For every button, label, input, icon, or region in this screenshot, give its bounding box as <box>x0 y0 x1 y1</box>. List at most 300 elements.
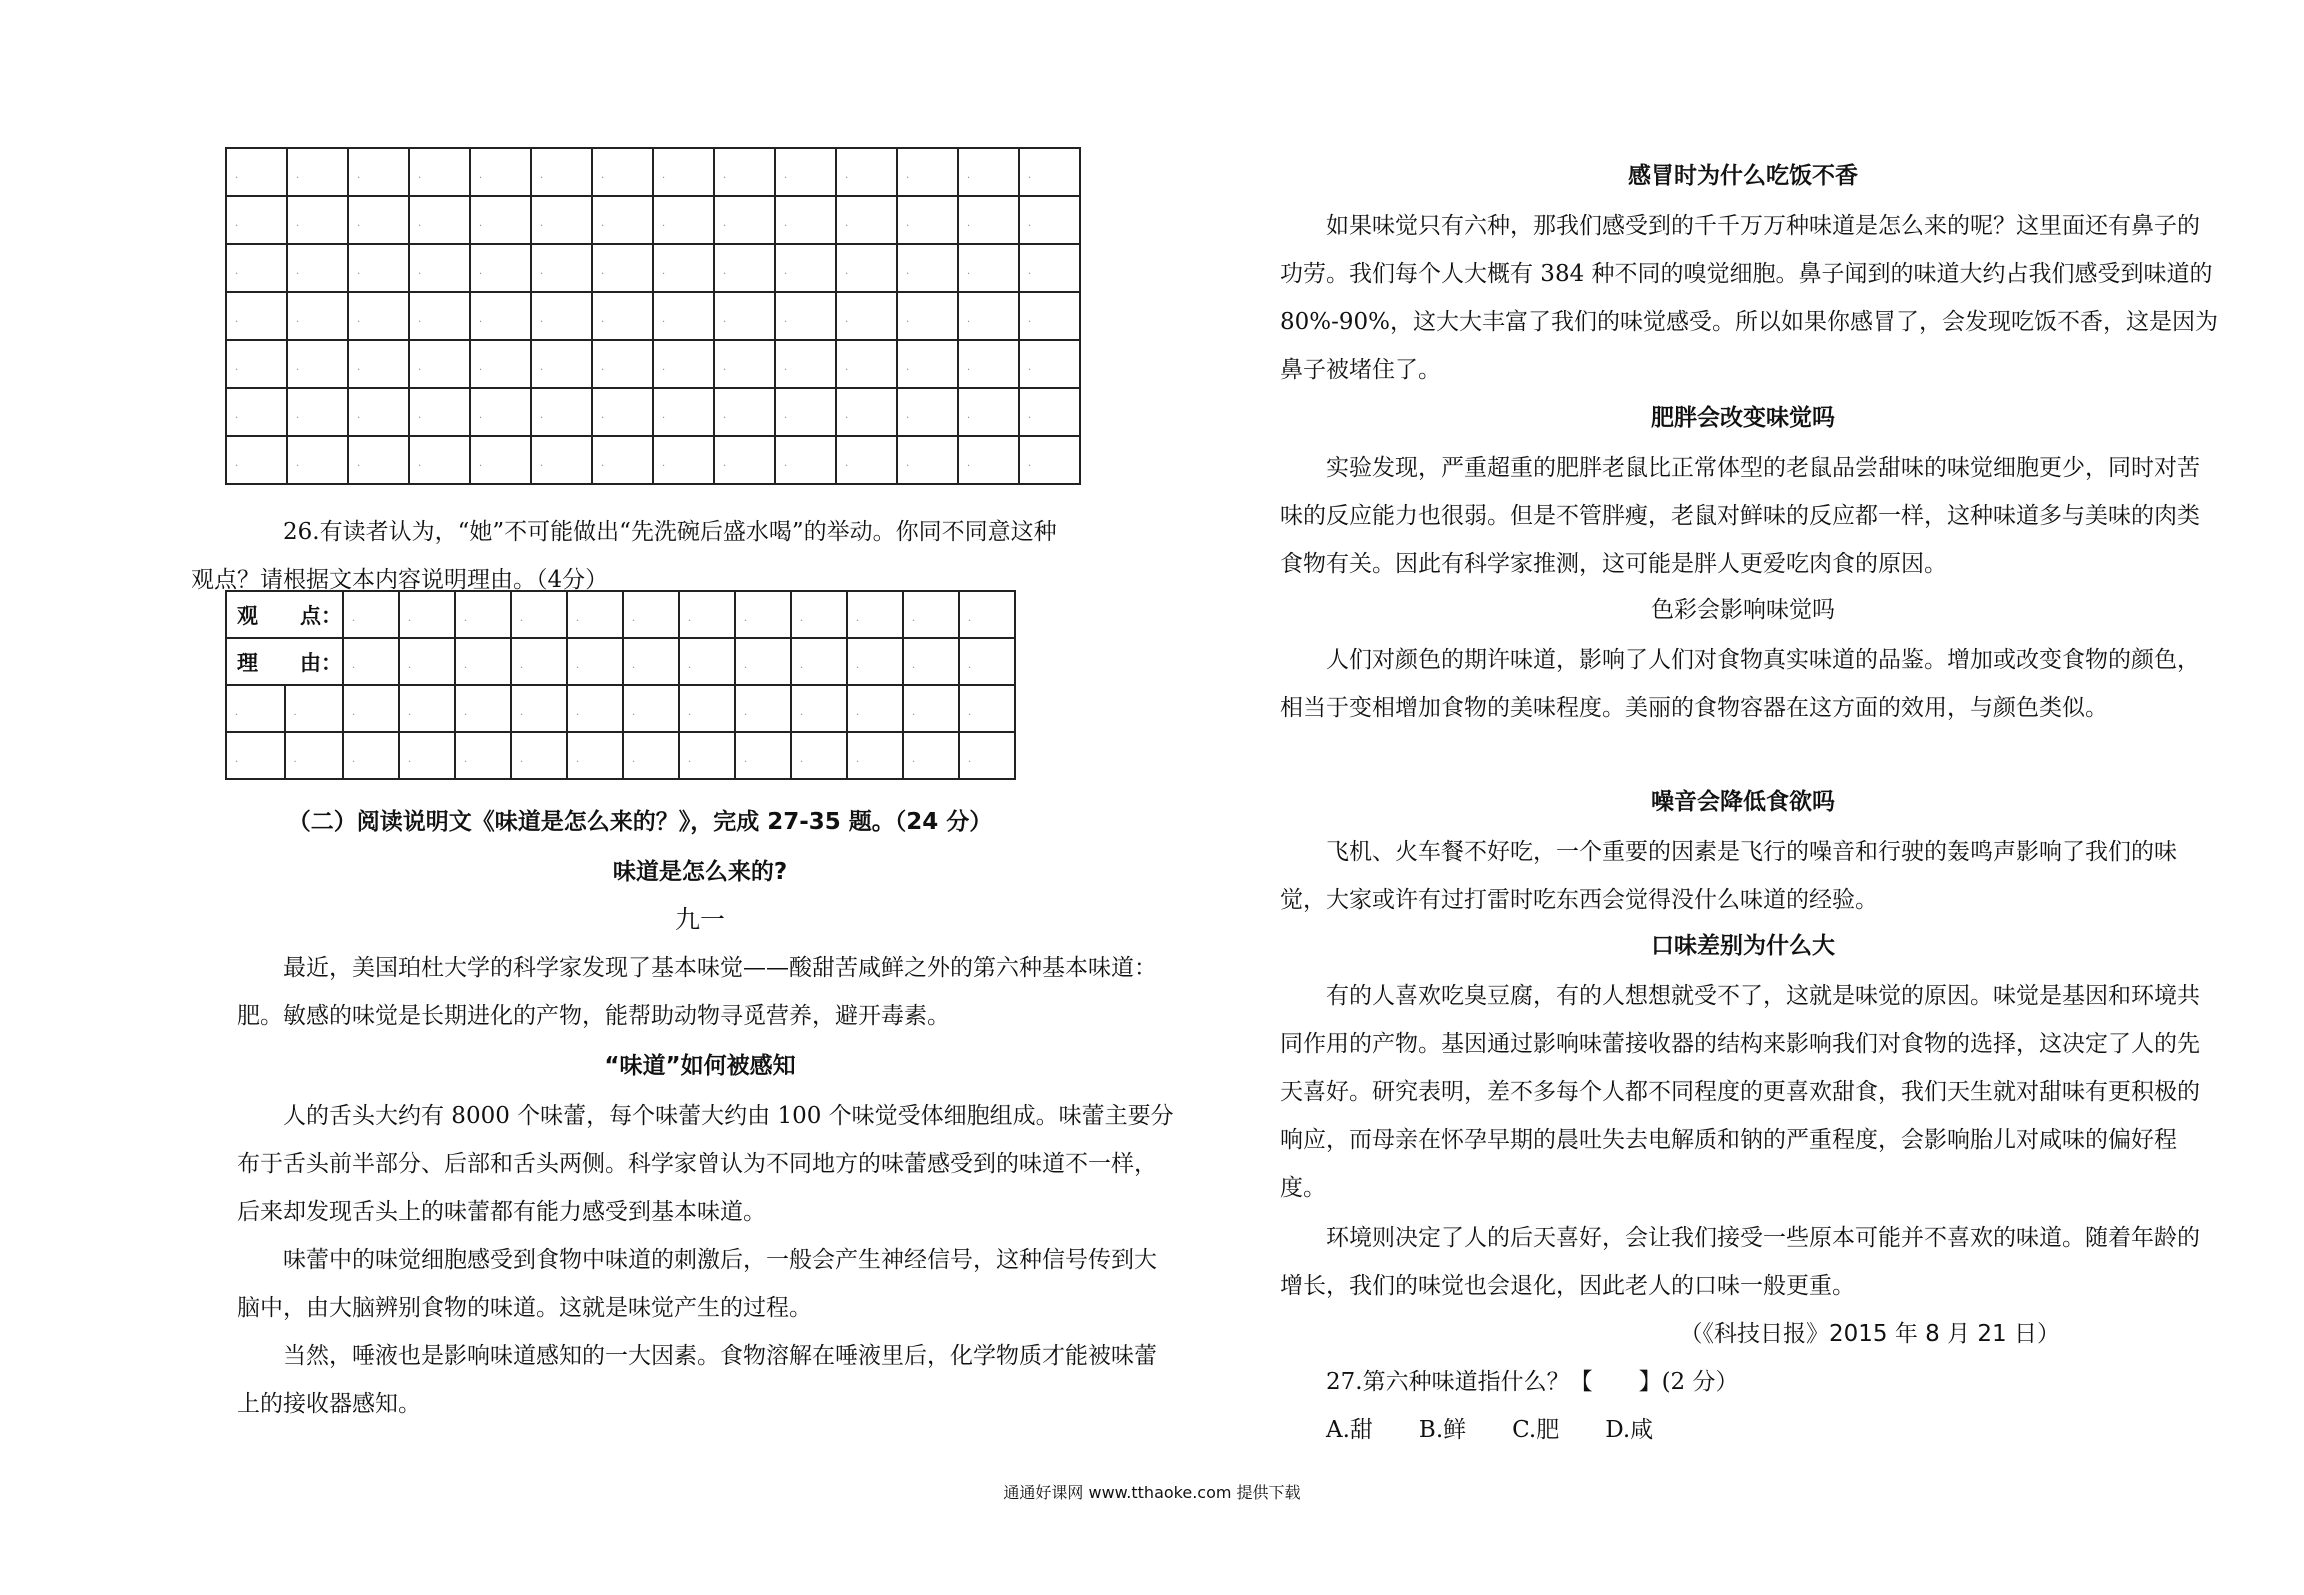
grid-dot-mark: . <box>723 314 727 325</box>
grid-cell[interactable] <box>592 244 653 292</box>
grid-cell[interactable] <box>287 388 348 436</box>
grid-dot-mark: . <box>662 218 666 229</box>
grid-dot-mark: . <box>352 754 356 765</box>
grid-dot-mark: . <box>1028 410 1032 421</box>
grid-cell[interactable] <box>470 436 531 484</box>
grid-cell[interactable] <box>775 388 836 436</box>
grid-dot-mark: . <box>906 458 910 469</box>
grid-row <box>226 388 1080 436</box>
grid-cell[interactable] <box>409 340 470 388</box>
grid-dot-mark: . <box>662 410 666 421</box>
grid-cell[interactable] <box>226 436 287 484</box>
grid-dot-mark: . <box>906 218 910 229</box>
grid-dot-mark: . <box>418 170 422 181</box>
grid-dot-mark: . <box>418 362 422 373</box>
grid-dot-mark: . <box>906 362 910 373</box>
grid-cell[interactable] <box>409 148 470 196</box>
grid-row <box>226 244 1080 292</box>
grid-cell[interactable] <box>287 196 348 244</box>
grid-cell[interactable] <box>592 292 653 340</box>
grid-cell[interactable] <box>714 196 775 244</box>
grid-dot-mark: . <box>723 458 727 469</box>
grid-cell[interactable] <box>847 685 903 732</box>
grid-cell[interactable] <box>348 436 409 484</box>
grid-dot-mark: . <box>296 314 300 325</box>
grid-cell[interactable] <box>592 388 653 436</box>
grid-cell[interactable] <box>1019 292 1080 340</box>
grid-dot-mark: . <box>296 218 300 229</box>
question-26: 26.有读者认为，“她”不可能做出“先洗碗后盛水喝”的举动。你同不同意这种 观点？请根据文本内容说明理由。（4分） <box>191 519 1057 593</box>
grid-dot-mark: . <box>723 266 727 277</box>
grid-dot-mark: . <box>520 613 524 624</box>
grid-dot-mark: . <box>800 707 804 718</box>
grid-cell[interactable] <box>409 436 470 484</box>
grid-dot-mark: . <box>235 410 239 421</box>
grid-cell[interactable] <box>409 244 470 292</box>
grid-row <box>226 638 1015 685</box>
grid-dot-mark: . <box>235 266 239 277</box>
grid-dot-mark: . <box>856 613 860 624</box>
grid-cell[interactable] <box>847 591 903 638</box>
grid-dot-mark: . <box>744 707 748 718</box>
grid-cell[interactable] <box>348 292 409 340</box>
grid-cell[interactable] <box>531 148 592 196</box>
grid-dot-mark: . <box>1028 218 1032 229</box>
grid-cell[interactable] <box>399 638 455 685</box>
grid-cell[interactable] <box>653 196 714 244</box>
grid-dot-mark: . <box>357 410 361 421</box>
grid-cell[interactable] <box>679 685 735 732</box>
grid-cell[interactable] <box>897 388 958 436</box>
grid-cell[interactable] <box>592 148 653 196</box>
grid-dot-mark: . <box>601 314 605 325</box>
grid-dot-mark: . <box>744 660 748 671</box>
grid-dot-mark: . <box>479 410 483 421</box>
grid-cell[interactable] <box>348 340 409 388</box>
grid-cell[interactable] <box>287 340 348 388</box>
grid-cell[interactable] <box>847 638 903 685</box>
grid-dot-mark: . <box>662 314 666 325</box>
grid-cell[interactable] <box>897 196 958 244</box>
grid-cell[interactable] <box>455 638 511 685</box>
grid-cell[interactable] <box>623 685 679 732</box>
grid-dot-mark: . <box>662 362 666 373</box>
grid-dot-mark: . <box>576 707 580 718</box>
grid-cell[interactable] <box>287 292 348 340</box>
grid-dot-mark: . <box>845 266 849 277</box>
grid-dot-mark: . <box>418 314 422 325</box>
grid-dot-mark: . <box>784 314 788 325</box>
grid-dot-mark: . <box>357 218 361 229</box>
grid-dot-mark: . <box>540 170 544 181</box>
grid-dot-mark: . <box>296 410 300 421</box>
grid-dot-mark: . <box>576 613 580 624</box>
grid-cell[interactable] <box>714 244 775 292</box>
grid-dot-mark: . <box>601 362 605 373</box>
grid-cell[interactable] <box>226 340 287 388</box>
grid-cell[interactable] <box>470 244 531 292</box>
grid-dot-mark: . <box>352 660 356 671</box>
grid-dot-mark: . <box>845 218 849 229</box>
grid-cell[interactable] <box>348 196 409 244</box>
grid-cell[interactable] <box>958 388 1019 436</box>
grid-dot-mark: . <box>688 707 692 718</box>
grid-row <box>226 436 1080 484</box>
grid-dot-mark: . <box>479 314 483 325</box>
grid-dot-mark: . <box>967 410 971 421</box>
source-citation: （《科技日报》2015 年 8 月 21 日） <box>1679 1321 2060 1347</box>
grid-dot-mark: . <box>800 660 804 671</box>
grid-cell[interactable] <box>959 591 1015 638</box>
grid-dot-mark: . <box>479 170 483 181</box>
grid-dot-mark: . <box>235 314 239 325</box>
grid-cell[interactable] <box>455 591 511 638</box>
grid-dot-mark: . <box>968 707 972 718</box>
grid-dot-mark: . <box>464 754 468 765</box>
grid-dot-mark: . <box>784 170 788 181</box>
grid-cell[interactable] <box>653 292 714 340</box>
grid-cell[interactable] <box>775 148 836 196</box>
grid-cell[interactable] <box>836 436 897 484</box>
grid-cell[interactable] <box>343 685 399 732</box>
grid-dot-mark: . <box>662 170 666 181</box>
grid-cell[interactable] <box>958 292 1019 340</box>
grid-dot-mark: . <box>520 707 524 718</box>
grid-cell[interactable] <box>567 685 623 732</box>
grid-dot-mark: . <box>418 218 422 229</box>
grid-row <box>226 685 1015 732</box>
grid-cell[interactable] <box>903 591 959 638</box>
grid-cell[interactable] <box>836 388 897 436</box>
grid-row <box>226 732 1015 779</box>
grid-dot-mark: . <box>784 218 788 229</box>
grid-dot-mark: . <box>235 707 239 718</box>
grid-cell[interactable] <box>226 148 287 196</box>
grid-dot-mark: . <box>418 410 422 421</box>
grid-dot-mark: . <box>235 218 239 229</box>
paragraph-10: 环境则决定了人的后天喜好，会让我们接受一些原本可能并不喜欢的味道。随着年龄的增长，我们的味觉也会退化，因此老人的口味一般更重。 <box>1280 1225 2200 1299</box>
grid-dot-mark: . <box>912 660 916 671</box>
grid-dot-mark: . <box>352 707 356 718</box>
grid-dot-mark: . <box>688 613 692 624</box>
grid-dot-mark: . <box>906 410 910 421</box>
grid-cell[interactable] <box>653 388 714 436</box>
grid-dot-mark: . <box>723 410 727 421</box>
grid-dot-mark: . <box>845 362 849 373</box>
grid-dot-mark: . <box>464 660 468 671</box>
grid-cell[interactable] <box>470 148 531 196</box>
grid-cell[interactable] <box>836 340 897 388</box>
grid-cell[interactable] <box>791 638 847 685</box>
paragraph-4: 当然，唾液也是影响味道感知的一大因素。食物溶解在唾液里后，化学物质才能被味蕾上的接收器感知。 <box>237 1343 1157 1417</box>
grid-cell[interactable] <box>791 732 847 779</box>
grid-cell[interactable] <box>531 292 592 340</box>
grid-cell[interactable] <box>592 196 653 244</box>
grid-dot-mark: . <box>784 266 788 277</box>
grid-cell[interactable] <box>287 436 348 484</box>
grid-cell[interactable] <box>958 196 1019 244</box>
grid-cell[interactable] <box>735 591 791 638</box>
answer-grid-26 <box>225 590 1016 780</box>
grid-cell[interactable] <box>836 292 897 340</box>
grid-cell[interactable] <box>623 638 679 685</box>
grid-dot-mark: . <box>744 613 748 624</box>
grid-dot-mark: . <box>845 458 849 469</box>
grid-cell[interactable] <box>836 244 897 292</box>
grid-cell[interactable] <box>653 436 714 484</box>
grid-cell[interactable] <box>1019 340 1080 388</box>
grid-cell[interactable] <box>775 244 836 292</box>
grid-cell[interactable] <box>714 292 775 340</box>
grid-dot-mark: . <box>540 362 544 373</box>
grid-cell[interactable] <box>348 148 409 196</box>
grid-cell[interactable] <box>531 244 592 292</box>
grid-dot-mark: . <box>408 660 412 671</box>
grid-dot-mark: . <box>408 754 412 765</box>
grid-dot-mark: . <box>520 660 524 671</box>
grid-cell[interactable] <box>959 638 1015 685</box>
grid-dot-mark: . <box>967 218 971 229</box>
paragraph-2: 人的舌头大约有 8000 个味蕾，每个味蕾大约由 100 个味觉受体细胞组成。味蕾主要分布于舌头前半部分、后部和舌头两侧。科学家曾认为不同地方的味蕾感受到的味道不一样，后来却发现舌头上的味蕾都有能力感受到基本味道。 <box>237 1103 1174 1225</box>
grid-cell[interactable] <box>679 638 735 685</box>
grid-cell[interactable] <box>958 244 1019 292</box>
grid-dot-mark: . <box>1028 362 1032 373</box>
grid-cell[interactable] <box>592 436 653 484</box>
grid-cell[interactable] <box>959 732 1015 779</box>
grid-cell[interactable] <box>959 685 1015 732</box>
grid-dot-mark: . <box>293 754 297 765</box>
grid-cell[interactable] <box>653 244 714 292</box>
grid-cell[interactable] <box>847 732 903 779</box>
grid-cell[interactable] <box>409 196 470 244</box>
grid-dot-mark: . <box>601 458 605 469</box>
grid-cell[interactable] <box>775 436 836 484</box>
grid-cell[interactable] <box>343 591 399 638</box>
grid-row <box>226 591 1015 638</box>
grid-dot-mark: . <box>1028 458 1032 469</box>
article-author: 九一 <box>674 905 725 934</box>
grid-cell[interactable] <box>348 388 409 436</box>
grid-cell[interactable] <box>1019 244 1080 292</box>
grid-dot-mark: . <box>906 170 910 181</box>
grid-cell[interactable] <box>226 685 285 732</box>
grid-cell[interactable] <box>623 591 679 638</box>
grid-dot-mark: . <box>1028 314 1032 325</box>
grid-cell[interactable] <box>287 244 348 292</box>
grid-cell[interactable] <box>567 638 623 685</box>
grid-row <box>226 340 1080 388</box>
grid-dot-mark: . <box>540 218 544 229</box>
grid-cell[interactable] <box>897 340 958 388</box>
grid-cell[interactable] <box>511 732 567 779</box>
grid-cell[interactable] <box>714 340 775 388</box>
grid-cell[interactable] <box>775 196 836 244</box>
grid-cell[interactable] <box>511 591 567 638</box>
grid-cell[interactable] <box>531 388 592 436</box>
grid-cell[interactable] <box>735 732 791 779</box>
grid-dot-mark: . <box>912 707 916 718</box>
grid-cell[interactable] <box>903 685 959 732</box>
grid-cell[interactable] <box>343 638 399 685</box>
grid-dot-mark: . <box>601 218 605 229</box>
grid-label-reason: 理 由： <box>226 638 343 685</box>
grid-dot-mark: . <box>688 754 692 765</box>
grid-cell[interactable] <box>958 340 1019 388</box>
grid-cell[interactable] <box>836 148 897 196</box>
grid-dot-mark: . <box>540 458 544 469</box>
grid-dot-mark: . <box>408 613 412 624</box>
grid-cell[interactable] <box>791 591 847 638</box>
grid-label-view: 观 点： <box>226 591 343 638</box>
grid-cell[interactable] <box>1019 148 1080 196</box>
answer-grid-25 <box>225 147 1081 485</box>
grid-cell[interactable] <box>455 685 511 732</box>
grid-cell[interactable] <box>399 732 455 779</box>
grid-dot-mark: . <box>856 660 860 671</box>
grid-cell[interactable] <box>348 244 409 292</box>
grid-cell[interactable] <box>653 148 714 196</box>
grid-dot-mark: . <box>408 707 412 718</box>
grid-cell[interactable] <box>1019 388 1080 436</box>
grid-cell[interactable] <box>791 685 847 732</box>
grid-dot-mark: . <box>856 754 860 765</box>
grid-dot-mark: . <box>723 362 727 373</box>
grid-dot-mark: . <box>576 754 580 765</box>
grid-dot-mark: . <box>723 218 727 229</box>
grid-cell[interactable] <box>592 340 653 388</box>
grid-cell[interactable] <box>1019 436 1080 484</box>
grid-cell[interactable] <box>775 340 836 388</box>
paragraph-7: 人们对颜色的期许味道，影响了人们对食物真实味道的品鉴。增加或改变食物的颜色，相当于变相增加食物的美味程度。美丽的食物容器在这方面的效用，与颜色类似。 <box>1280 647 2200 721</box>
grid-cell[interactable] <box>567 591 623 638</box>
grid-dot-mark: . <box>540 266 544 277</box>
grid-dot-mark: . <box>576 660 580 671</box>
grid-cell[interactable] <box>1019 196 1080 244</box>
subheading-perception: “味道”如何被感知 <box>604 1053 796 1079</box>
grid-dot-mark: . <box>632 754 636 765</box>
grid-cell[interactable] <box>226 196 287 244</box>
grid-cell[interactable] <box>285 685 344 732</box>
grid-cell[interactable] <box>679 591 735 638</box>
grid-dot-mark: . <box>601 410 605 421</box>
grid-cell[interactable] <box>897 292 958 340</box>
grid-dot-mark: . <box>540 410 544 421</box>
grid-cell[interactable] <box>409 388 470 436</box>
grid-cell[interactable] <box>511 685 567 732</box>
grid-cell[interactable] <box>903 732 959 779</box>
grid-dot-mark: . <box>906 314 910 325</box>
grid-dot-mark: . <box>235 754 239 765</box>
grid-dot-mark: . <box>357 362 361 373</box>
grid-dot-mark: . <box>1028 266 1032 277</box>
grid-cell[interactable] <box>531 340 592 388</box>
grid-dot-mark: . <box>967 362 971 373</box>
grid-cell[interactable] <box>285 732 344 779</box>
grid-cell[interactable] <box>623 732 679 779</box>
grid-dot-mark: . <box>296 170 300 181</box>
grid-dot-mark: . <box>632 660 636 671</box>
grid-cell[interactable] <box>399 685 455 732</box>
grid-dot-mark: . <box>464 613 468 624</box>
grid-cell[interactable] <box>470 196 531 244</box>
grid-dot-mark: . <box>967 266 971 277</box>
grid-dot-mark: . <box>479 362 483 373</box>
grid-cell[interactable] <box>470 292 531 340</box>
grid-cell[interactable] <box>226 292 287 340</box>
grid-dot-mark: . <box>800 754 804 765</box>
grid-cell[interactable] <box>226 388 287 436</box>
grid-dot-mark: . <box>357 314 361 325</box>
grid-cell[interactable] <box>531 436 592 484</box>
paragraph-1: 最近，美国珀杜大学的科学家发现了基本味觉——酸甜苦咸鲜之外的第六种基本味道：肥。敏感的味觉是长期进化的产物，能帮助动物寻觅营养，避开毒素。 <box>237 955 1157 1029</box>
grid-cell[interactable] <box>226 732 285 779</box>
grid-cell[interactable] <box>775 292 836 340</box>
grid-cell[interactable] <box>409 292 470 340</box>
grid-dot-mark: . <box>520 754 524 765</box>
grid-cell[interactable] <box>470 340 531 388</box>
grid-cell[interactable] <box>455 732 511 779</box>
grid-cell[interactable] <box>714 436 775 484</box>
grid-dot-mark: . <box>968 613 972 624</box>
paragraph-6: 实验发现，严重超重的肥胖老鼠比正常体型的老鼠品尝甜味的味觉细胞更少，同时对苦味的反应能力也很弱。但是不管胖瘦，老鼠对鲜味的反应都一样，这种味道多与美味的肉类食物有关。因此有科学家推测，这可能是胖人更爱吃肉食的原因。 <box>1280 455 2200 577</box>
grid-dot-mark: . <box>296 458 300 469</box>
grid-dot-mark: . <box>845 170 849 181</box>
grid-dot-mark: . <box>357 458 361 469</box>
grid-cell[interactable] <box>531 196 592 244</box>
grid-dot-mark: . <box>235 362 239 373</box>
grid-cell[interactable] <box>226 244 287 292</box>
grid-cell[interactable] <box>653 340 714 388</box>
grid-dot-mark: . <box>479 266 483 277</box>
grid-dot-mark: . <box>662 458 666 469</box>
grid-dot-mark: . <box>662 266 666 277</box>
grid-cell[interactable] <box>897 436 958 484</box>
grid-cell[interactable] <box>903 638 959 685</box>
question-27: 27.第六种味道指什么？【 】(2 分） <box>1326 1369 1739 1395</box>
paragraph-8: 飞机、火车餐不好吃，一个重要的因素是飞行的噪音和行驶的轰鸣声影响了我们的味觉，大家或许有过打雷时吃东西会觉得没什么味道的经验。 <box>1280 839 2177 913</box>
grid-dot-mark: . <box>968 754 972 765</box>
grid-cell[interactable] <box>470 388 531 436</box>
article-title: 味道是怎么来的? <box>612 859 788 885</box>
grid-cell[interactable] <box>399 591 455 638</box>
grid-cell[interactable] <box>735 638 791 685</box>
grid-cell[interactable] <box>958 436 1019 484</box>
grid-dot-mark: . <box>800 613 804 624</box>
grid-cell[interactable] <box>735 685 791 732</box>
grid-cell[interactable] <box>897 244 958 292</box>
subheading-taste-difference: 口味差别为什么大 <box>1651 933 1835 959</box>
section-title: （二）阅读说明文《味道是怎么来的？》，完成 27-35 题。（24 分） <box>287 809 993 835</box>
grid-dot-mark: . <box>856 707 860 718</box>
grid-cell[interactable] <box>714 388 775 436</box>
grid-dot-mark: . <box>601 266 605 277</box>
grid-dot-mark: . <box>464 707 468 718</box>
grid-cell[interactable] <box>287 148 348 196</box>
grid-cell[interactable] <box>511 638 567 685</box>
grid-dot-mark: . <box>352 613 356 624</box>
grid-cell[interactable] <box>567 732 623 779</box>
grid-dot-mark: . <box>632 707 636 718</box>
grid-cell[interactable] <box>958 148 1019 196</box>
grid-cell[interactable] <box>714 148 775 196</box>
grid-cell[interactable] <box>679 732 735 779</box>
grid-cell[interactable] <box>836 196 897 244</box>
grid-cell[interactable] <box>343 732 399 779</box>
grid-row <box>226 292 1080 340</box>
grid-cell[interactable] <box>897 148 958 196</box>
paragraph-5: 如果味觉只有六种，那我们感受到的千千万万种味道是怎么来的呢？这里面还有鼻子的功劳。我们每个人大概有 384 种不同的嗅觉细胞。鼻子闻到的味道大约占我们感受到味道的 80%-90%，这大大丰富了我们的味觉感受。所以如果你感冒了，会发现吃饭不香，这是因为鼻子被堵住了。 <box>1280 213 2219 383</box>
grid-dot-mark: . <box>744 754 748 765</box>
